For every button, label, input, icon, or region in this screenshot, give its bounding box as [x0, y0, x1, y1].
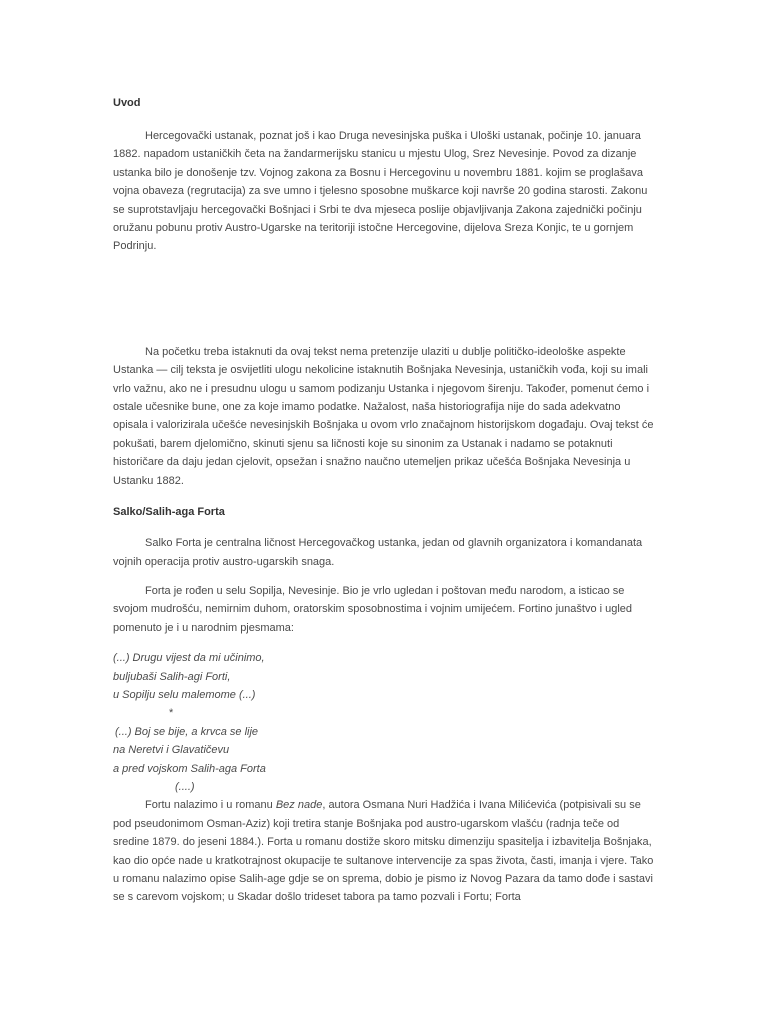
poem-ellipsis: (....): [175, 780, 195, 793]
section-heading-salko: Salko/Salih-aga Forta: [113, 506, 225, 519]
poem-line: buljubaši Salih-agi Forti,: [113, 670, 231, 683]
paragraph-novel: [113, 796, 658, 906]
paragraph-salko-intro: Salko Forta je centralna ličnost Hercegovačkog ustanka, jedan od glavnih organizatora i komandanata vojnih operacija protiv austro-ugarskih snaga.: [113, 537, 643, 568]
poem-line: (...) Drugu vijest da mi učinimo,: [113, 652, 265, 665]
document-page: [113, 94, 658, 907]
section-heading-uvod: Uvod: [113, 97, 141, 109]
poem-separator: *: [169, 707, 174, 720]
poem-line: u Sopilju selu malemome (...): [113, 688, 256, 701]
paragraph-intro: Hercegovački ustanak, poznat još i kao Druga nevesinjska puška i Uloški ustanak, počinje 10. januara 1882. napadom ustaničkih četa na žandarmerijsku stanicu u mjestu Ulog, Srez Nevesinje. Povod za dizanje ustanka bilo je donošenje tzv. Vojnog zakona za Bosnu i Hercegovinu u novembru 1881. kojim se proglašava vojna obaveza (regrutacija) za sve umno i tjelesno sposobne muškarce koji navrše 20 godina starosti. Zakonu se suprotstavljaju hercegovački Bošnjaci i Srbi te dva mjeseca poslije objavljivanja Zakona zajednički počinju oružanu pobunu protiv Austro-Ugarske na teritoriji istočne Hercegovine, dijelova Sreza Konjic, te u gornjem Podrinju.: [113, 130, 648, 253]
poem-line: na Neretvi i Glavatičevu: [113, 744, 230, 757]
paragraph-purpose: Na početku treba istaknuti da ovaj tekst nema pretenzije ulaziti u dublje političko-ideološke aspekte Ustanka — cilj teksta je osvijetliti ulogu nekolicine istaknutih Bošnjaka Nevesinja, ustaničkih vođa, koji su imali vrlo važnu, ako ne i presudnu ulogu u samom podizanju Ustanka i njegovom širenju. Također, pomenut ćemo i ostale učesnike bune, one za koje imamo podatke. Nažalost, naša historiografija nije do sada adekvatno opisala i valorizirala učešće nevesinjskih Bošnjaka u ovom vrlo značajnom historijskom događaju. Ovaj tekst će pokušati, barem djelomično, skinuti sjenu sa ličnosti koje su sinonim za Ustanak i nadamo se potaknuti historičare da daju jedan cjelovit, opsežan i snažno naučno utemeljen prikaz učešća Bošnjaka Nevesinja u Ustanku 1882.: [113, 345, 654, 487]
poem-line: (...) Boj se bije, a krvca se lije: [115, 725, 259, 738]
paragraph-salko-bio: Forta je rođen u selu Sopilja, Nevesinje. Bio je vrlo ugledan i poštovan među narodom, a isticao se svojom mudrošću, nemirnim duhom, oratorskim sposobnostima i vojnim umijećem. Fortino junaštvo i ugled pomenuto je i u narodnim pjesmama:: [113, 584, 633, 634]
poem-line: a pred vojskom Salih-aga Forta: [113, 762, 266, 775]
novel-text: Fortu nalazimo i u romanu: [145, 799, 276, 812]
novel-title: Bez nade: [275, 799, 323, 812]
novel-text: , autora Osmana Nuri Hadžića i Ivana Milićevića (potpisivali su se pod pseudonimom Osman-Aziz) koji tretira stanje Bošnjaka pod austro-ugarskom vlašću (radnja teče od sredine 1879. do jeseni 1884.). Forta u romanu dostiže skoro mitsku dimenziju spasitelja i izbavitelja Bošnjaka, kao dio opće nade u kratkotrajnost okupacije te sultanove intervencije za spas života, časti, imanja i vjere. Tako u romanu nalazimo opise Salih-age gdje se on sprema, dobio je pismo iz Novog Pazara da tamo dođe i sastavi se s carevom vojskom; u Skadar došlo trideset tabora pa tamo pozvali i Fortu; Forta: [113, 799, 654, 904]
folk-poem: [113, 649, 658, 796]
